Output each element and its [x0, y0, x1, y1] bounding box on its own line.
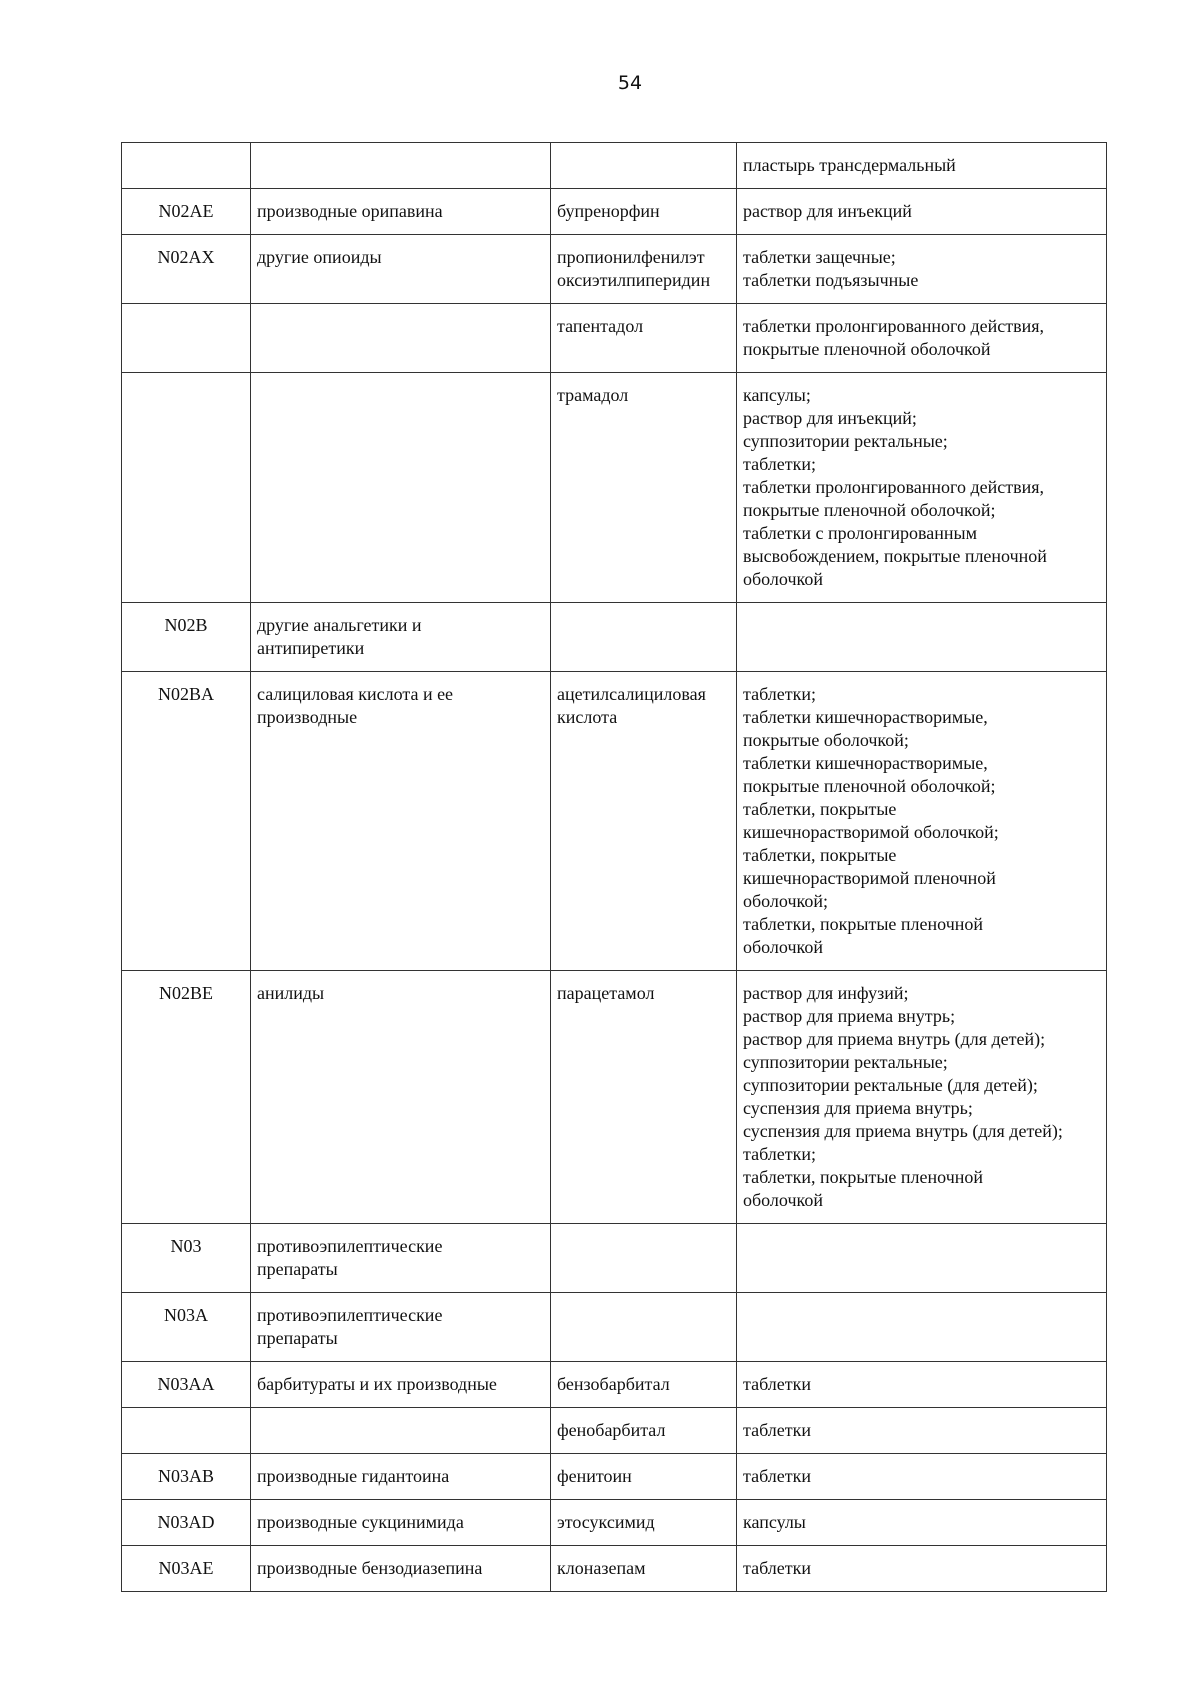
cell-line: таблетки подъязычные [743, 270, 919, 290]
cell-line: таблетки; [743, 454, 817, 474]
substance-cell [551, 1500, 737, 1546]
dosage-forms-cell [737, 1224, 1107, 1293]
group-name-cell [251, 1454, 551, 1500]
group-name-cell [251, 1408, 551, 1454]
table-row [122, 189, 1107, 235]
table-row [122, 235, 1107, 304]
atc-code-cell [122, 1408, 251, 1454]
atc-code-cell [122, 143, 251, 189]
group-name-cell [251, 1362, 551, 1408]
table-row [122, 1454, 1107, 1500]
atc-code-cell: N03AB [122, 1454, 251, 1500]
dosage-forms-cell [737, 1454, 1107, 1500]
substance-cell [551, 373, 737, 603]
group-name-cell [251, 235, 551, 304]
cell-line: капсулы [743, 1512, 806, 1532]
group-name-cell [251, 1293, 551, 1362]
group-name-cell [251, 373, 551, 603]
cell-line: производные сукцинимида [257, 1512, 464, 1532]
group-name-cell [251, 189, 551, 235]
substance-cell [551, 1224, 737, 1293]
atc-code-cell: N02BA [122, 672, 251, 971]
table-row [122, 1293, 1107, 1362]
cell-line: клоназепам [557, 1558, 646, 1578]
atc-code-cell: N03AA [122, 1362, 251, 1408]
table-row [122, 1408, 1107, 1454]
cell-line: покрытые пленочной оболочкой; [743, 776, 996, 796]
cell-line: ацетилсалициловая [557, 684, 706, 704]
cell-line: оболочкой [743, 1190, 823, 1210]
atc-code-cell [122, 304, 251, 373]
atc-code-cell: N02BE [122, 971, 251, 1224]
table-row [122, 1362, 1107, 1408]
cell-line: раствор для инъекций; [743, 408, 917, 428]
group-name-cell [251, 971, 551, 1224]
dosage-forms-cell [737, 1500, 1107, 1546]
cell-line: таблетки, покрытые пленочной [743, 1167, 984, 1187]
substance-cell [551, 1454, 737, 1500]
atc-code-cell [122, 373, 251, 603]
cell-line: кишечнорастворимой пленочной [743, 868, 996, 888]
cell-line: противоэпилептические [257, 1236, 443, 1256]
cell-line: таблетки с пролонгированным [743, 523, 978, 543]
cell-line: таблетки, покрытые пленочной [743, 914, 984, 934]
cell-line: таблетки; [743, 684, 817, 704]
cell-line: суппозитории ректальные; [743, 431, 948, 451]
cell-line: парацетамол [557, 983, 655, 1003]
cell-line: таблетки [743, 1466, 812, 1486]
cell-line: раствор для приема внутрь (для детей); [743, 1029, 1046, 1049]
cell-line: этосуксимид [557, 1512, 655, 1532]
group-name-cell [251, 304, 551, 373]
cell-line: оболочкой; [743, 891, 828, 911]
cell-line: раствор для инфузий; [743, 983, 909, 1003]
substance-cell [551, 235, 737, 304]
cell-line: таблетки пролонгированного действия, [743, 316, 1045, 336]
cell-line: препараты [257, 1259, 338, 1279]
cell-line: таблетки, покрытые [743, 845, 897, 865]
table-row [122, 971, 1107, 1224]
cell-line: таблетки [743, 1420, 812, 1440]
cell-line: покрытые оболочкой; [743, 730, 909, 750]
cell-line: раствор для приема внутрь; [743, 1006, 956, 1026]
dosage-forms-cell [737, 1546, 1107, 1592]
cell-line: другие опиоиды [257, 247, 382, 267]
cell-line: фенитоин [557, 1466, 632, 1486]
substance-cell [551, 1546, 737, 1592]
cell-line: пропионилфенилэт [557, 247, 705, 267]
cell-line: другие анальгетики и [257, 615, 422, 635]
table-row [122, 373, 1107, 603]
atc-code-cell: N02B [122, 603, 251, 672]
substance-cell [551, 971, 737, 1224]
cell-line: таблетки защечные; [743, 247, 896, 267]
substance-cell [551, 603, 737, 672]
drug-table-body [122, 143, 1107, 1592]
cell-line: высвобождением, покрытые пленочной [743, 546, 1047, 566]
cell-line: анилиды [257, 983, 325, 1003]
dosage-forms-cell [737, 603, 1107, 672]
cell-line: салициловая кислота и ее [257, 684, 454, 704]
cell-line: бупренорфин [557, 201, 660, 221]
substance-cell [551, 1362, 737, 1408]
cell-line: оболочкой [743, 937, 823, 957]
cell-line: оксиэтилпиперидин [557, 270, 711, 290]
cell-line: бензобарбитал [557, 1374, 670, 1394]
group-name-cell [251, 1224, 551, 1293]
dosage-forms-cell [737, 373, 1107, 603]
substance-cell [551, 189, 737, 235]
atc-code-cell: N03 [122, 1224, 251, 1293]
table-row [122, 672, 1107, 971]
table-row [122, 143, 1107, 189]
cell-line: раствор для инъекций [743, 201, 912, 221]
dosage-forms-cell [737, 971, 1107, 1224]
dosage-forms-cell [737, 304, 1107, 373]
cell-line: суспензия для приема внутрь; [743, 1098, 973, 1118]
atc-code-cell: N02AX [122, 235, 251, 304]
dosage-forms-cell [737, 1362, 1107, 1408]
group-name-cell [251, 1500, 551, 1546]
cell-line: таблетки [743, 1374, 812, 1394]
dosage-forms-cell [737, 1293, 1107, 1362]
drug-table [121, 142, 1107, 1592]
cell-line: кишечнорастворимой оболочкой; [743, 822, 999, 842]
cell-line: таблетки кишечнорастворимые, [743, 707, 988, 727]
group-name-cell [251, 143, 551, 189]
cell-line: покрытые пленочной оболочкой [743, 339, 991, 359]
atc-code-cell: N03A [122, 1293, 251, 1362]
cell-line: производные [257, 707, 358, 727]
table-row [122, 304, 1107, 373]
cell-line: таблетки пролонгированного действия, [743, 477, 1045, 497]
table-row [122, 603, 1107, 672]
cell-line: капсулы; [743, 385, 811, 405]
atc-code-cell: N03AD [122, 1500, 251, 1546]
dosage-forms-cell [737, 672, 1107, 971]
substance-cell [551, 304, 737, 373]
substance-cell [551, 672, 737, 971]
cell-line: трамадол [557, 385, 629, 405]
cell-line: тапентадол [557, 316, 644, 336]
dosage-forms-cell [737, 235, 1107, 304]
cell-line: таблетки, покрытые [743, 799, 897, 819]
dosage-forms-cell [737, 143, 1107, 189]
cell-line: таблетки [743, 1558, 812, 1578]
cell-line: суспензия для приема внутрь (для детей); [743, 1121, 1063, 1141]
cell-line: фенобарбитал [557, 1420, 666, 1440]
cell-line: противоэпилептические [257, 1305, 443, 1325]
substance-cell [551, 143, 737, 189]
cell-line: оболочкой [743, 569, 823, 589]
cell-line: производные орипавина [257, 201, 443, 221]
cell-line: таблетки; [743, 1144, 817, 1164]
cell-line: пластырь трансдермальный [743, 155, 956, 175]
cell-line: производные бензодиазепина [257, 1558, 483, 1578]
cell-line: барбитураты и их производные [257, 1374, 497, 1394]
cell-line: суппозитории ректальные; [743, 1052, 948, 1072]
table-row [122, 1546, 1107, 1592]
table-row [122, 1224, 1107, 1293]
group-name-cell [251, 603, 551, 672]
cell-line: препараты [257, 1328, 338, 1348]
group-name-cell [251, 672, 551, 971]
atc-code-cell: N02AE [122, 189, 251, 235]
atc-code-cell: N03AE [122, 1546, 251, 1592]
page-number: 54 [617, 72, 643, 94]
group-name-cell [251, 1546, 551, 1592]
cell-line: антипиретики [257, 638, 365, 658]
cell-line: суппозитории ректальные (для детей); [743, 1075, 1038, 1095]
dosage-forms-cell [737, 189, 1107, 235]
table-row [122, 1500, 1107, 1546]
substance-cell [551, 1408, 737, 1454]
cell-line: таблетки кишечнорастворимые, [743, 753, 988, 773]
substance-cell [551, 1293, 737, 1362]
cell-line: покрытые пленочной оболочкой; [743, 500, 996, 520]
cell-line: производные гидантоина [257, 1466, 450, 1486]
cell-line: кислота [557, 707, 618, 727]
dosage-forms-cell [737, 1408, 1107, 1454]
